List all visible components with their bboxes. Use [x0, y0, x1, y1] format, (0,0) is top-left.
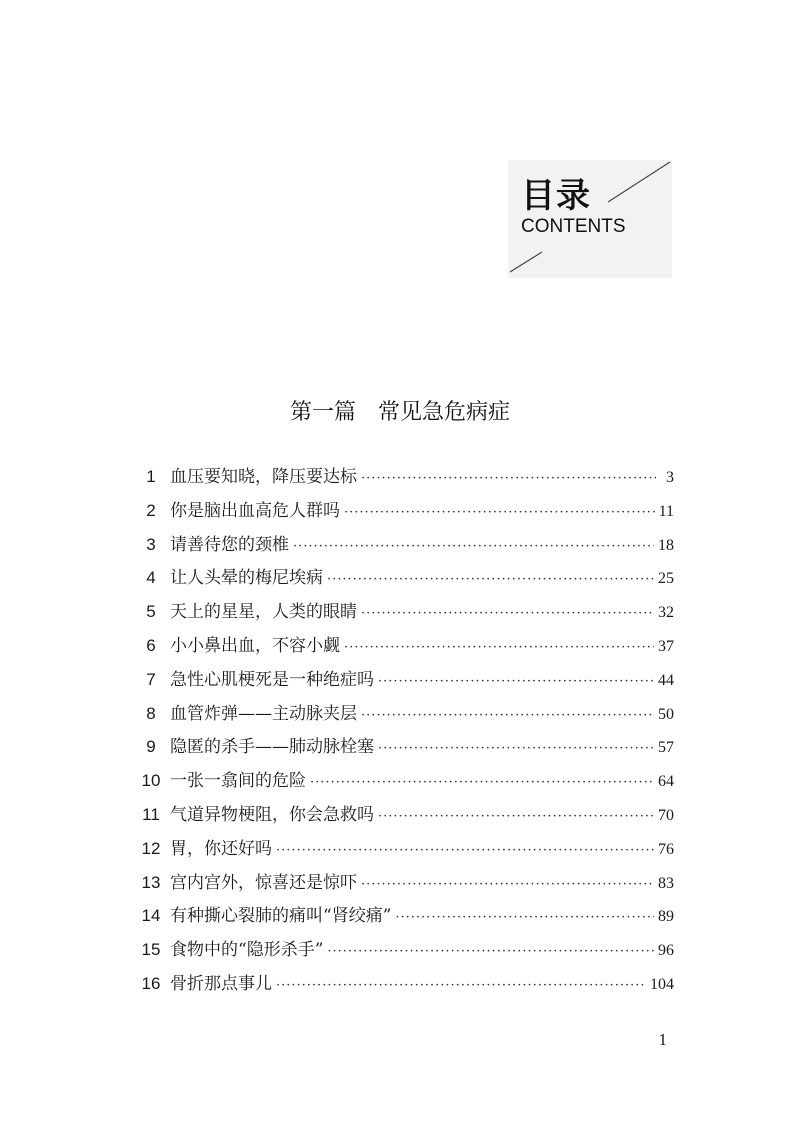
toc-entry-number: 16 — [141, 973, 161, 993]
toc-entry[interactable] — [134, 730, 674, 764]
toc-entry-page: 37 — [658, 637, 674, 655]
toc-entry[interactable] — [134, 798, 674, 832]
toc-entry-number: 6 — [146, 635, 156, 655]
toc-entry-title: 天上的星星，人类的眼睛 — [170, 602, 357, 623]
toc-leader-dots — [293, 530, 654, 564]
toc-entry-number: 13 — [141, 872, 161, 892]
contents-title-chinese: 目录 — [521, 176, 591, 216]
contents-title-english: CONTENTS — [521, 216, 626, 237]
toc-entry-title: 让人头晕的梅尼埃病 — [170, 568, 323, 589]
toc-leader-dots — [361, 868, 654, 902]
toc-entry-title: 气道异物梗阻，你会急救吗 — [170, 804, 374, 825]
toc-entry[interactable] — [134, 561, 674, 595]
toc-entry[interactable] — [134, 899, 674, 933]
toc-entry[interactable] — [134, 494, 674, 528]
toc-entry-page: 57 — [658, 739, 674, 757]
toc-entry[interactable] — [134, 697, 674, 731]
toc-entry-number: 15 — [141, 940, 161, 960]
toc-entry-number: 4 — [146, 568, 156, 588]
toc-leader-dots — [276, 834, 654, 868]
toc-entry-number: 3 — [146, 534, 156, 554]
page-number: 1 — [658, 1030, 667, 1049]
toc-entry[interactable] — [134, 663, 674, 697]
toc-leader-dots — [344, 496, 655, 530]
toc-entry-number: 1 — [146, 467, 156, 486]
toc-entry-title: 血压要知晓，降压要达标 — [170, 467, 357, 487]
toc-entry-title: 血管炸弹——主动脉夹层 — [170, 703, 357, 724]
toc-entry-number: 14 — [141, 906, 161, 926]
toc-leader-dots — [276, 969, 646, 1003]
toc-entry[interactable] — [134, 866, 674, 900]
toc-entry[interactable] — [134, 595, 674, 629]
toc-entry-page: 44 — [658, 671, 674, 689]
toc-entry-page: 70 — [658, 806, 674, 824]
table-of-contents — [134, 460, 674, 1001]
toc-entry-title: 食物中的“隐形杀手” — [170, 940, 324, 961]
toc-entry[interactable] — [134, 764, 674, 798]
toc-entry-title: 有种撕心裂肺的痛叫“肾绞痛” — [170, 906, 392, 927]
toc-entry-number: 12 — [141, 838, 161, 858]
toc-entry-page: 11 — [658, 502, 674, 520]
toc-entry-page: 25 — [658, 570, 674, 588]
toc-entry-page: 83 — [658, 874, 674, 892]
toc-leader-dots — [378, 665, 654, 699]
toc-leader-dots — [395, 901, 654, 935]
toc-entry-number: 2 — [146, 500, 156, 520]
toc-entry-number: 11 — [142, 804, 160, 824]
toc-entry[interactable] — [134, 967, 674, 1001]
toc-leader-dots — [378, 732, 654, 766]
toc-entry-number: 7 — [146, 669, 156, 689]
toc-entry-page: 32 — [658, 604, 674, 622]
toc-entry-page: 89 — [658, 908, 674, 926]
toc-entry-number: 9 — [146, 737, 156, 757]
toc-entry[interactable] — [134, 832, 674, 866]
toc-entry-page: 18 — [658, 536, 674, 554]
toc-entry-number: 10 — [141, 771, 161, 791]
toc-entry[interactable] — [134, 629, 674, 663]
toc-entry[interactable] — [134, 460, 674, 494]
toc-entry-title: 宫内宫外，惊喜还是惊吓 — [170, 872, 357, 893]
toc-entry-title: 一张一翕间的危险 — [170, 771, 306, 792]
toc-entry-title: 你是脑出血高危人群吗 — [170, 500, 340, 521]
toc-leader-dots — [378, 800, 654, 834]
toc-leader-dots — [344, 631, 654, 665]
toc-entry-page: 76 — [658, 840, 674, 858]
toc-entry-number: 5 — [146, 602, 156, 622]
toc-leader-dots — [361, 462, 656, 496]
toc-leader-dots — [327, 563, 654, 597]
toc-entry-title: 隐匿的杀手——肺动脉栓塞 — [170, 737, 374, 758]
toc-entry-page: 104 — [650, 975, 674, 993]
toc-entry-title: 胃，你还好吗 — [170, 838, 272, 859]
toc-entry-page: 64 — [658, 773, 674, 791]
section-title: 常见急危病症 — [378, 400, 511, 425]
toc-leader-dots — [327, 935, 654, 969]
section-heading — [0, 395, 800, 426]
section-number: 第一篇 — [289, 400, 356, 425]
toc-entry-title: 骨折那点事儿 — [170, 973, 272, 994]
toc-entry-number: 8 — [146, 703, 156, 723]
toc-leader-dots — [361, 597, 654, 631]
toc-entry[interactable] — [134, 933, 674, 967]
toc-entry-page: 3 — [666, 469, 674, 486]
toc-leader-dots — [361, 699, 654, 733]
toc-entry-title: 请善待您的颈椎 — [170, 534, 289, 555]
toc-entry-page: 50 — [658, 705, 674, 723]
toc-entry-title: 急性心肌梗死是一种绝症吗 — [170, 669, 374, 690]
toc-entry[interactable] — [134, 528, 674, 562]
toc-entry-page: 96 — [658, 942, 674, 960]
toc-entry-title: 小小鼻出血，不容小觑 — [170, 635, 340, 656]
toc-leader-dots — [310, 766, 654, 800]
